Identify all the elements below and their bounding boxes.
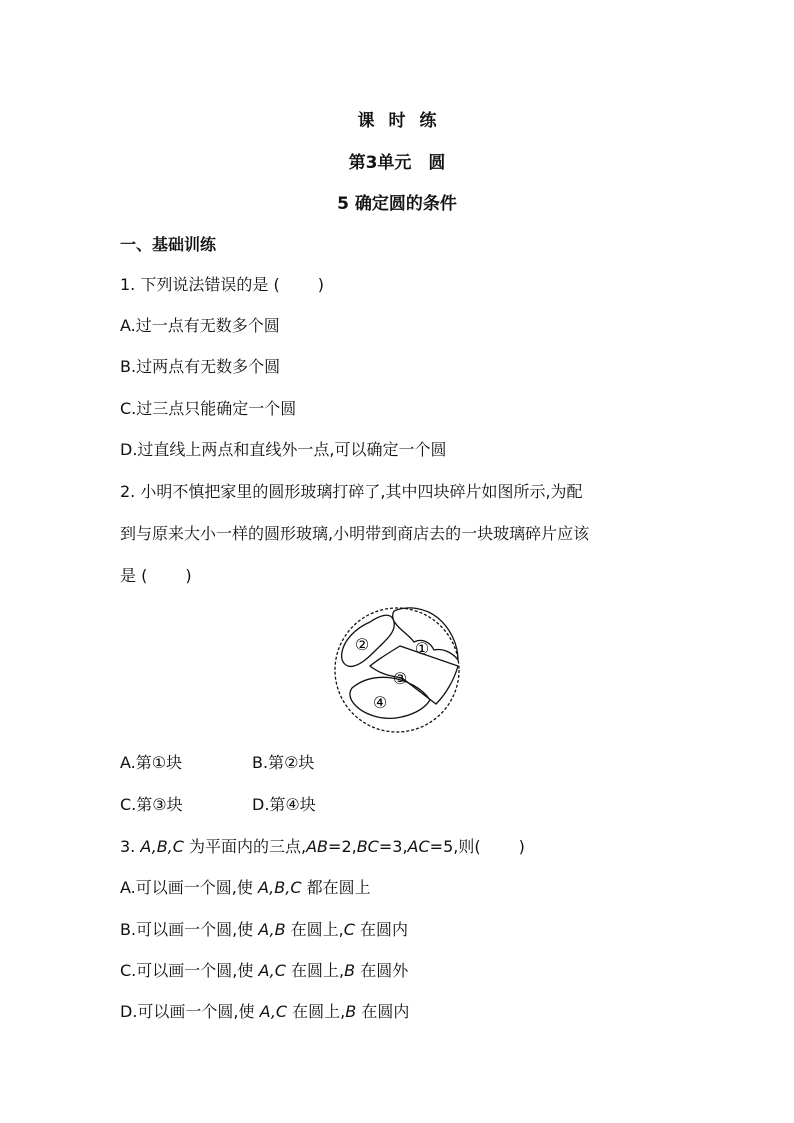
q2-option-d: D.第④块 bbox=[252, 795, 316, 814]
broken-glass-diagram bbox=[330, 604, 464, 738]
q1-stem-text: 1. 下列说法错误的是 ( bbox=[120, 275, 280, 294]
q3-option-b-pre: B.可以画一个圆,使 bbox=[120, 920, 259, 939]
q1-option-b: B.过两点有无数多个圆 bbox=[120, 357, 281, 376]
q3-option-c-post: 在圆外 bbox=[355, 961, 409, 980]
piece-label-2: ② bbox=[354, 635, 370, 654]
q3-stem-text: 为平面内的三点, bbox=[183, 837, 307, 856]
q2-stem-line3-close: ) bbox=[185, 566, 192, 585]
worksheet-title: 课时练 bbox=[357, 111, 451, 131]
q3-option-a bbox=[120, 878, 371, 898]
piece-label-1: ① bbox=[414, 639, 430, 658]
q3-option-c-mid: 在圆上, bbox=[285, 961, 345, 980]
q3-option-c-pre: C.可以画一个圆,使 bbox=[120, 961, 259, 980]
q3-ac-value: =5,则( bbox=[429, 837, 481, 856]
q3-option-a-pre: A.可以画一个圆,使 bbox=[120, 878, 258, 897]
q1-stem-close: ) bbox=[317, 275, 324, 294]
q3-option-a-post: 都在圆上 bbox=[301, 878, 371, 897]
lesson-title: 5 确定圆的条件 bbox=[337, 194, 457, 214]
q3-option-d-point2: B bbox=[345, 1002, 357, 1021]
q3-option-d-mid: 在圆上, bbox=[287, 1002, 346, 1021]
q3-ab-label: AB bbox=[306, 837, 329, 856]
q1-option-a: A.过一点有无数多个圆 bbox=[120, 316, 280, 335]
q2-stem-line1: 2. 小明不慎把家里的圆形玻璃打碎了,其中四块碎片如图所示,为配 bbox=[120, 482, 583, 501]
q3-option-b-mid: 在圆上, bbox=[285, 920, 344, 939]
q3-option-d-pre: D.可以画一个圆,使 bbox=[120, 1002, 260, 1021]
q3-bc-label: BC bbox=[356, 837, 379, 856]
glass-piece-4 bbox=[350, 677, 430, 718]
q3-option-c bbox=[120, 961, 408, 981]
q3-ab-value: =2, bbox=[328, 837, 357, 856]
broken-glass-figure bbox=[330, 604, 464, 738]
q3-option-b-points: A,B bbox=[258, 920, 286, 939]
q3-stem-close: ) bbox=[518, 837, 525, 856]
unit-title: 第3单元 圆 bbox=[348, 153, 446, 173]
q3-option-b-post: 在圆内 bbox=[354, 920, 409, 939]
q3-number: 3. bbox=[120, 837, 141, 856]
q2-stem-line3 bbox=[120, 566, 192, 586]
q3-points: A,B,C bbox=[140, 837, 184, 856]
q3-option-b bbox=[120, 920, 408, 940]
q2-stem-line2: 到与原来大小一样的圆形玻璃,小明带到商店去的一块玻璃碎片应该 bbox=[120, 524, 590, 543]
piece-label-4: ④ bbox=[372, 693, 388, 712]
q2-stem-line3-text: 是 ( bbox=[120, 566, 148, 585]
q3-option-d-points: A,C bbox=[259, 1002, 288, 1021]
q3-option-d-post: 在圆内 bbox=[356, 1002, 410, 1021]
q3-bc-value: =3, bbox=[378, 837, 408, 856]
q1-option-d: D.过直线上两点和直线外一点,可以确定一个圆 bbox=[120, 440, 447, 459]
q3-ac-label: AC bbox=[407, 837, 430, 856]
q3-option-b-point2: C bbox=[343, 920, 355, 939]
q3-option-a-points: A,B,C bbox=[257, 878, 302, 897]
section-heading: 一、基础训练 bbox=[120, 235, 217, 254]
q2-option-b: B.第②块 bbox=[252, 753, 315, 772]
piece-label-3: ③ bbox=[392, 669, 408, 688]
q2-option-a: A.第①块 bbox=[120, 753, 183, 772]
q3-option-d bbox=[120, 1002, 409, 1022]
q1-option-c: C.过三点只能确定一个圆 bbox=[120, 399, 297, 418]
q2-option-c: C.第③块 bbox=[120, 795, 183, 814]
q3-option-c-points: A,C bbox=[258, 961, 286, 980]
q3-stem bbox=[120, 837, 525, 857]
q3-option-c-point2: B bbox=[344, 961, 356, 980]
q1-stem bbox=[120, 275, 324, 295]
